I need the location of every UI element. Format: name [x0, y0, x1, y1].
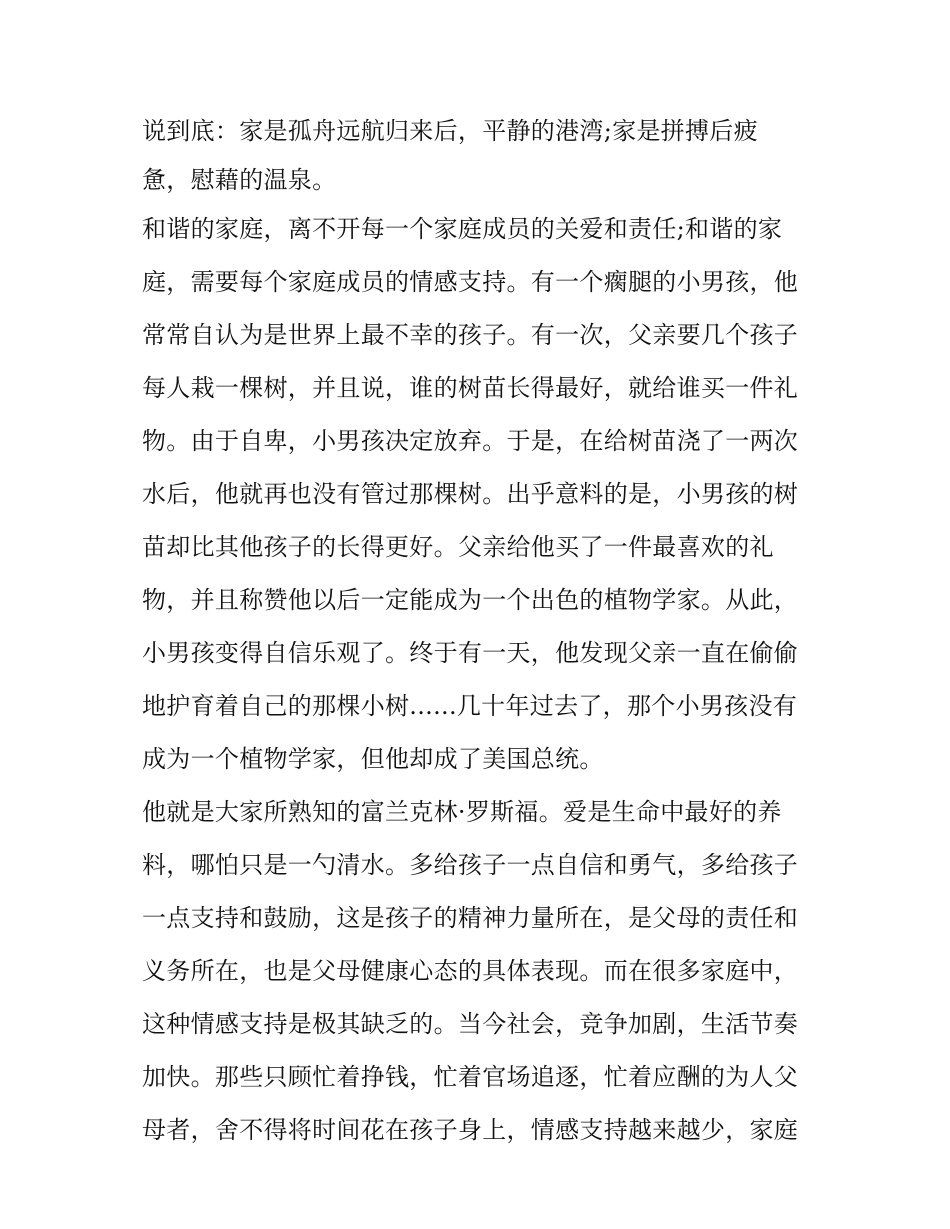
text-line: 义务所在，也是父母健康心态的具体表现。而在很多家庭中， [142, 957, 799, 985]
text-line: 惫，慰藉的温泉。 [142, 166, 337, 194]
text-line: 这种情感支持是极其缺乏的。当今社会，竞争加剧，生活节奏 [142, 1010, 799, 1038]
text-line: 常常自认为是世界上最不幸的孩子。有一次，父亲要几个孩子 [142, 321, 799, 349]
text-line: 和谐的家庭，离不开每一个家庭成员的关爱和责任;和谐的家 [142, 215, 783, 243]
text-line: 小男孩变得自信乐观了。终于有一天，他发现父亲一直在偷偷 [142, 639, 799, 667]
text-line: 地护育着自己的那棵小树......几十年过去了，那个小男孩没有 [142, 692, 798, 720]
text-line: 水后，他就再也没有管过那棵树。出乎意料的是，小男孩的树 [142, 480, 799, 508]
text-line: 苗却比其他孩子的长得更好。父亲给他买了一件最喜欢的礼 [142, 533, 774, 561]
text-line: 物，并且称赞他以后一定能成为一个出色的植物学家。从此， [142, 586, 799, 614]
text-line: 一点支持和鼓励，这是孩子的精神力量所在，是父母的责任和 [142, 904, 799, 932]
text-line: 他就是大家所熟知的富兰克林·罗斯福。爱是生命中最好的养 [142, 798, 782, 826]
text-line: 每人栽一棵树，并且说，谁的树苗长得最好，就给谁买一件礼 [142, 374, 799, 402]
text-line: 庭，需要每个家庭成员的情感支持。有一个瘸腿的小男孩，他 [142, 268, 799, 296]
text-line: 加快。那些只顾忙着挣钱，忙着官场追逐，忙着应酬的为人父 [142, 1063, 799, 1091]
text-line: 物。由于自卑，小男孩决定放弃。于是，在给树苗浇了一两次 [142, 427, 799, 455]
text-line: 母者，舍不得将时间花在孩子身上，情感支持越来越少，家庭 [142, 1116, 799, 1144]
text-line: 说到底：家是孤舟远航归来后，平静的港湾;家是拼搏后疲 [142, 117, 758, 145]
text-line: 料，哪怕只是一勺清水。多给孩子一点自信和勇气，多给孩子 [142, 851, 799, 879]
text-line: 成为一个植物学家，但他却成了美国总统。 [142, 745, 604, 773]
